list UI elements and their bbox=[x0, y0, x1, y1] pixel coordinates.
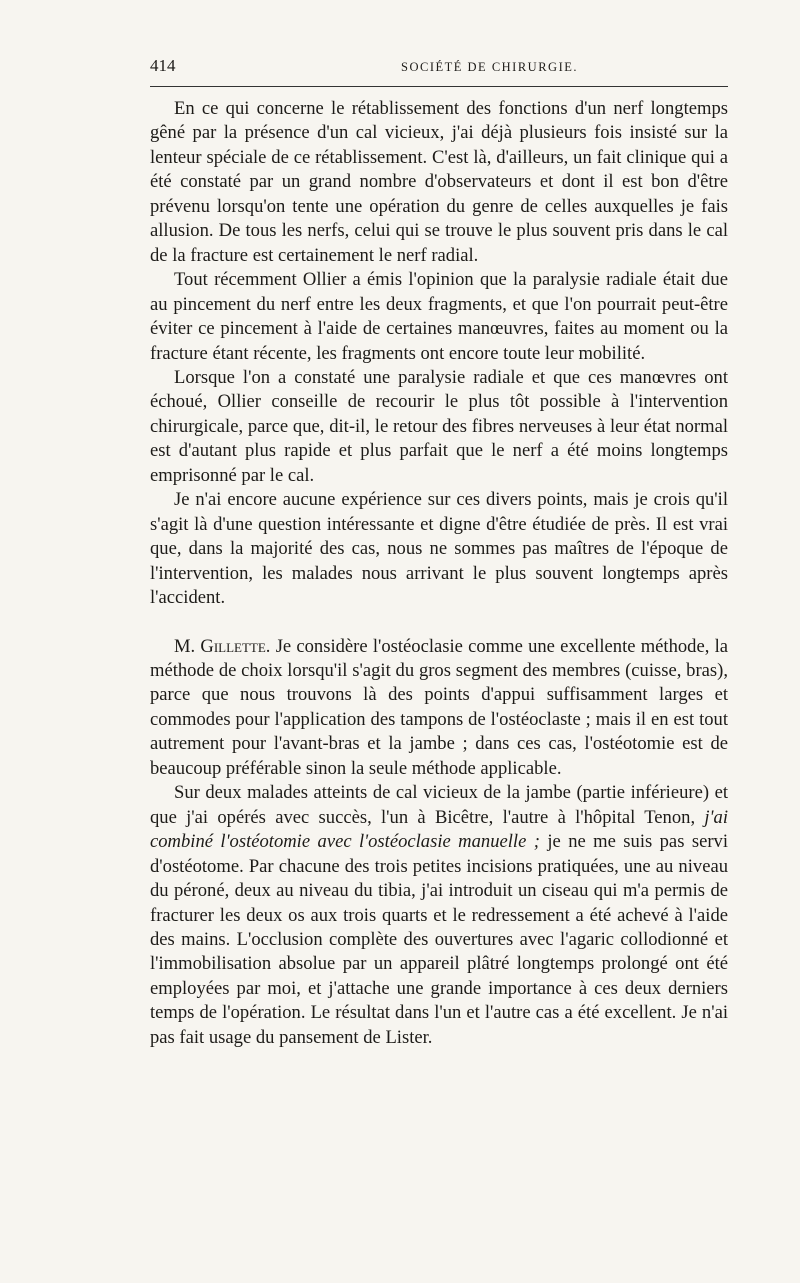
gillette-text: Je considère l'ostéoclasie comme une excellente méthode, la méthode de choix lorsqu'il s'agit du gros segment des membres (cuisse, bras), parce que nous trouvons là des points d'appui suffisamment larges et commodes pour l'application des tampons de l'ostéoclaste ; mais il en est tout autrement pour l'avant-bras et la jambe ; dans ces cas, l'ostéotomie est de beaucoup préférable sinon la seule méthode applicable. bbox=[150, 635, 728, 779]
running-title: SOCIÉTÉ DE CHIRURGIE. bbox=[401, 60, 578, 74]
page-number: 414 bbox=[150, 56, 176, 75]
cases-italic-phrase: j'ai combiné l'ostéotomie avec l'ostéoclasie manuelle ; bbox=[150, 806, 728, 853]
paragraph-nerve-recovery: En ce qui concerne le rétablissement des fonctions d'un nerf longtemps gêné par la présence d'un cal vicieux, j'ai déjà plusieurs fois insisté sur la lenteur spéciale de ce rétablissement. C'est là, d'ailleurs, un fait clinique qui a été constaté par un grand nombre d'observateurs et dont il est bon d'être prévenu lorsqu'on tente une opération du genre de celles auxquelles je fais allusion. De tous les nerfs, celui qui se trouve le plus souvent pris dans le cal de la fracture est certainement le nerf radial. bbox=[150, 98, 728, 266]
body-text bbox=[150, 97, 728, 1050]
paragraph-ollier-advice: Lorsque l'on a constaté une paralysie radiale et que ces manœvres ont échoué, Ollier conseille de recourir le plus tôt possible à l'intervention chirurgicale, parce que, dit-il, le retour des fibres nerveuses à leur état normal est d'autant plus rapide et plus parfait que le nerf a été moins longtemps emprisonné par le cal. bbox=[150, 366, 728, 486]
paragraph-gillette-osteoclasie bbox=[150, 635, 728, 782]
paragraph-gillette-cases bbox=[150, 781, 728, 1050]
cases-text-end: je ne me suis pas servi d'ostéotome. Par chacune des trois petites incisions pratiquées, une au niveau du péroné, deux au niveau du tibia, j'ai introduit un ciseau qui m'a permis de fracturer les deux os aux trois quarts et le redressement a été achevé à l'aide des mains. L'occlusion complète des ouvertures avec l'agaric collodionné et l'immobilisation absolue par un appareil plâtré longtemps prolongé ont été employées par moi, et j'attache une grande importance à ces deux derniers temps de l'opération. Le résultat dans l'un et l'autre cas a été excellent. Je n'ai pas fait usage du pansement de Lister. bbox=[150, 831, 728, 1048]
book-page bbox=[150, 56, 728, 1050]
paragraph-no-experience: Je n'ai encore aucune expérience sur ces divers points, mais je crois qu'il s'agit là d'une question intéressante et digne d'être étudiée de près. Il est vrai que, dans la majorité des cas, nous ne sommes pas maîtres de l'époque de l'intervention, les malades nous arrivant le plus souvent longtemps après l'accident. bbox=[150, 489, 728, 609]
speaker-name: Gillette. bbox=[200, 635, 271, 657]
speaker-prefix: M. bbox=[174, 635, 196, 657]
cases-text-start: Sur deux malades atteints de cal vicieux de la jambe (partie inférieure) et que j'ai opérés avec succès, l'un à Bicêtre, l'autre à l'hôpital Tenon, bbox=[150, 782, 728, 828]
page-header bbox=[150, 56, 728, 87]
section-gap bbox=[150, 611, 728, 635]
paragraph-ollier-opinion: Tout récemment Ollier a émis l'opinion que la paralysie radiale était due au pincement du nerf entre les deux fragments, et que l'on pourrait peut-être éviter ce pincement à l'aide de certaines manœuvres, faites au moment ou la fracture étant récente, les fragments ont encore toute leur mobilité. bbox=[150, 269, 728, 364]
